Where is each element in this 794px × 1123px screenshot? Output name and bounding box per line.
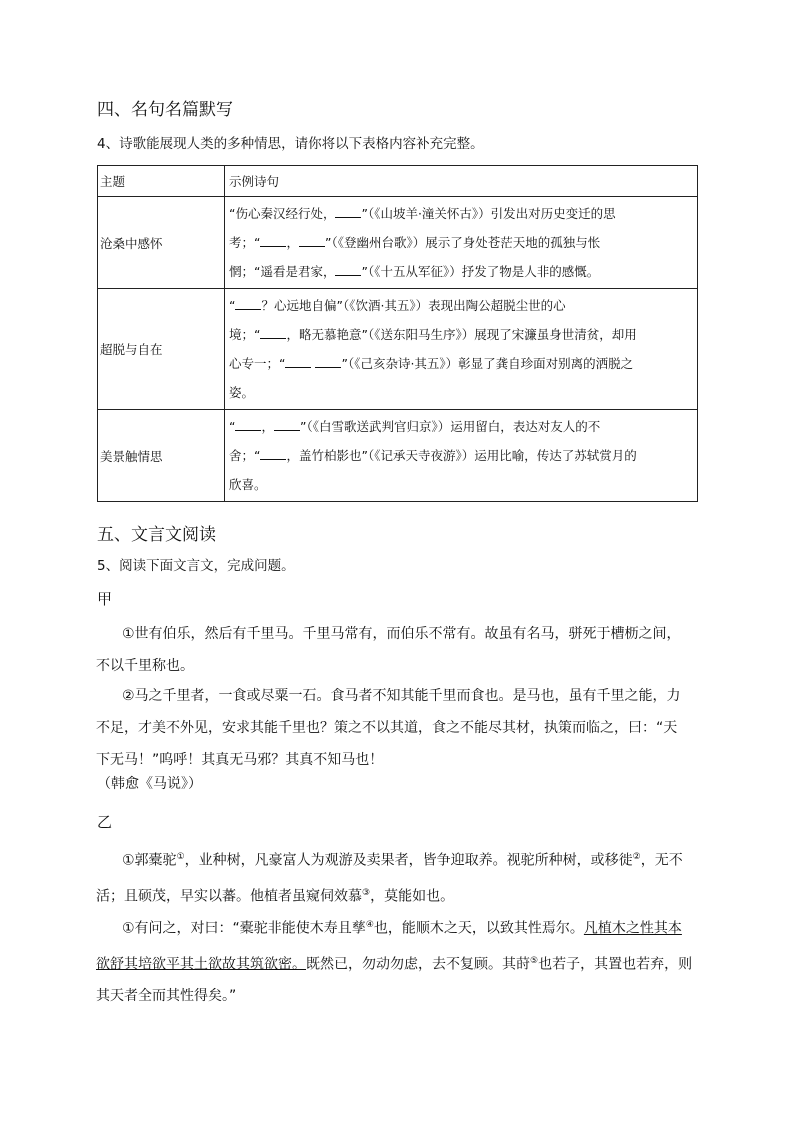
fill-blank[interactable] — [260, 234, 286, 247]
question-5-prompt: 5、阅读下面文言文，完成问题。 — [97, 558, 295, 574]
example-text: ， — [286, 235, 299, 250]
example-text: 心专一；“ — [229, 356, 286, 371]
fill-blank[interactable] — [299, 234, 325, 247]
example-text: ”（《己亥杂诗·其五》）彰显了龚自珍面对别离的洒脱之 — [341, 356, 634, 371]
passage-yi-paragraph-1 — [96, 841, 700, 912]
example-cell — [225, 289, 698, 410]
underlined-sentence: 欲舒其培欲平其土欲故其筑欲密。 — [96, 956, 306, 973]
passage-jia-label: 甲 — [97, 590, 113, 608]
example-text: 舍；“ — [229, 448, 261, 463]
example-text: ？心远地自偏”（《饮酒·其五》）表现出陶公超脱尘世的心 — [261, 298, 566, 313]
example-text: ，略无慕艳意”（《送东阳马生序》）展现了宋濂虽身世清贫，却用 — [286, 327, 637, 342]
table-header-row — [98, 166, 698, 197]
fill-blank[interactable] — [260, 447, 286, 460]
table-row — [98, 289, 698, 410]
table-row — [98, 410, 698, 502]
section-4-heading: 四、名句名篇默写 — [97, 100, 233, 120]
theme-cell: 沧桑中感怀 — [98, 197, 225, 289]
example-line — [229, 349, 695, 378]
example-text: 姿。 — [229, 385, 255, 400]
example-text: “ — [229, 419, 236, 434]
question-4-prompt: 4、诗歌能展现人类的多种情思，请你将以下表格内容补充完整。 — [97, 136, 484, 152]
example-text: ”（《山坡羊·潼关怀古》）引发出对历史变迁的思 — [361, 206, 616, 221]
underlined-sentence: 凡植木之性其本 — [583, 920, 682, 937]
example-line — [229, 378, 695, 407]
footnote-marker: ① — [176, 852, 185, 862]
fill-blank[interactable] — [285, 355, 311, 368]
example-text: ， — [261, 419, 274, 434]
passage-line: 下无马！”呜呼！其真无马邪？其真不知马也！ — [96, 752, 384, 768]
fill-blank[interactable] — [235, 418, 261, 431]
header-example: 示例诗句 — [225, 166, 698, 197]
theme-cell: 超脱与自在 — [98, 289, 225, 410]
passage-jia-paragraph-1 — [96, 618, 700, 682]
section-5-heading: 五、文言文阅读 — [97, 525, 216, 545]
example-text: “伤心秦汉经行处， — [229, 206, 336, 221]
passage-line: 不足，才美不外见，安求其能千里也？策之不以其道，食之不能尽其材，执策而临之，曰：“天 — [96, 720, 678, 736]
example-cell — [225, 410, 698, 502]
example-text: ”（《白雪歌送武判官归京》）运用留白，表达对友人的不 — [300, 419, 601, 434]
example-text: ，盖竹柏影也”（《记承天寺夜游》）运用比喻，传达了苏轼赏月的 — [286, 448, 637, 463]
example-cell — [225, 197, 698, 289]
passage-line: ①世有伯乐，然后有千里马。千里马常有，而伯乐不常有。故虽有名马，骈死于槽枥之间， — [122, 626, 681, 642]
passage-jia-paragraph-2 — [96, 680, 700, 776]
header-theme: 主题 — [98, 166, 225, 197]
example-text: 境；“ — [229, 327, 261, 342]
fill-blank[interactable] — [274, 418, 300, 431]
footnote-marker: ③ — [362, 887, 371, 898]
passage-line: 欲舒其培欲平其土欲故其筑欲密。既然已，勿动勿虑，去不复顾。其莳⑤也若子，其置也若弃，则 — [96, 955, 693, 973]
example-line — [229, 291, 695, 320]
passage-line: 不以千里称也。 — [96, 658, 194, 674]
fill-blank[interactable] — [335, 205, 361, 218]
fill-blank[interactable] — [235, 297, 261, 310]
example-line — [229, 320, 695, 349]
example-text: 欣喜。 — [229, 477, 267, 492]
example-line — [229, 228, 695, 257]
footnote-marker: ② — [632, 852, 641, 862]
fill-blank[interactable] — [335, 263, 361, 276]
fill-blank[interactable] — [315, 355, 341, 368]
fill-blank[interactable] — [260, 326, 286, 339]
footnote-marker: ④ — [365, 920, 374, 930]
table-row — [98, 197, 698, 289]
example-line — [229, 470, 695, 499]
example-text: ”（《十五从军征》）抒发了物是人非的感慨。 — [361, 264, 600, 279]
poem-table — [97, 165, 698, 502]
example-line — [229, 412, 695, 441]
example-text: 惘；“遥看是君家， — [229, 264, 336, 279]
passage-yi-label: 乙 — [97, 813, 113, 831]
footnote-marker: ⑤ — [530, 955, 539, 966]
example-text: ”（《登幽州台歌》）展示了身处苍茫天地的孤独与怅 — [325, 235, 601, 250]
passage-line: ②马之千里者，一食或尽粟一石。食马者不知其能千里而食也。是马也，虽有千里之能，力 — [122, 688, 681, 704]
passage-jia-source: （韩愈《马说》） — [97, 776, 202, 792]
passage-line: ①郭橐驼①，业种树，凡豪富人为观游及卖果者，皆争迎取养。视驼所种树，或移徙②，无不 — [122, 852, 683, 869]
example-line — [229, 441, 695, 470]
theme-cell: 美景触情思 — [98, 410, 225, 502]
passage-line: 其天者全而其性得矣。” — [96, 988, 237, 1005]
passage-line: ①有问之，对曰：“橐驼非能使木寿且孳④也，能顺木之天，以致其性焉尔。凡植木之性其本 — [122, 920, 682, 937]
example-line — [229, 199, 695, 228]
example-line — [229, 257, 695, 286]
passage-yi-paragraph-2 — [96, 909, 700, 1012]
passage-line: 活；且硕茂，早实以蕃。他植者虽窥伺效慕③，莫能如也。 — [96, 887, 455, 905]
example-text: 考；“ — [229, 235, 261, 250]
example-text: “ — [229, 298, 236, 313]
